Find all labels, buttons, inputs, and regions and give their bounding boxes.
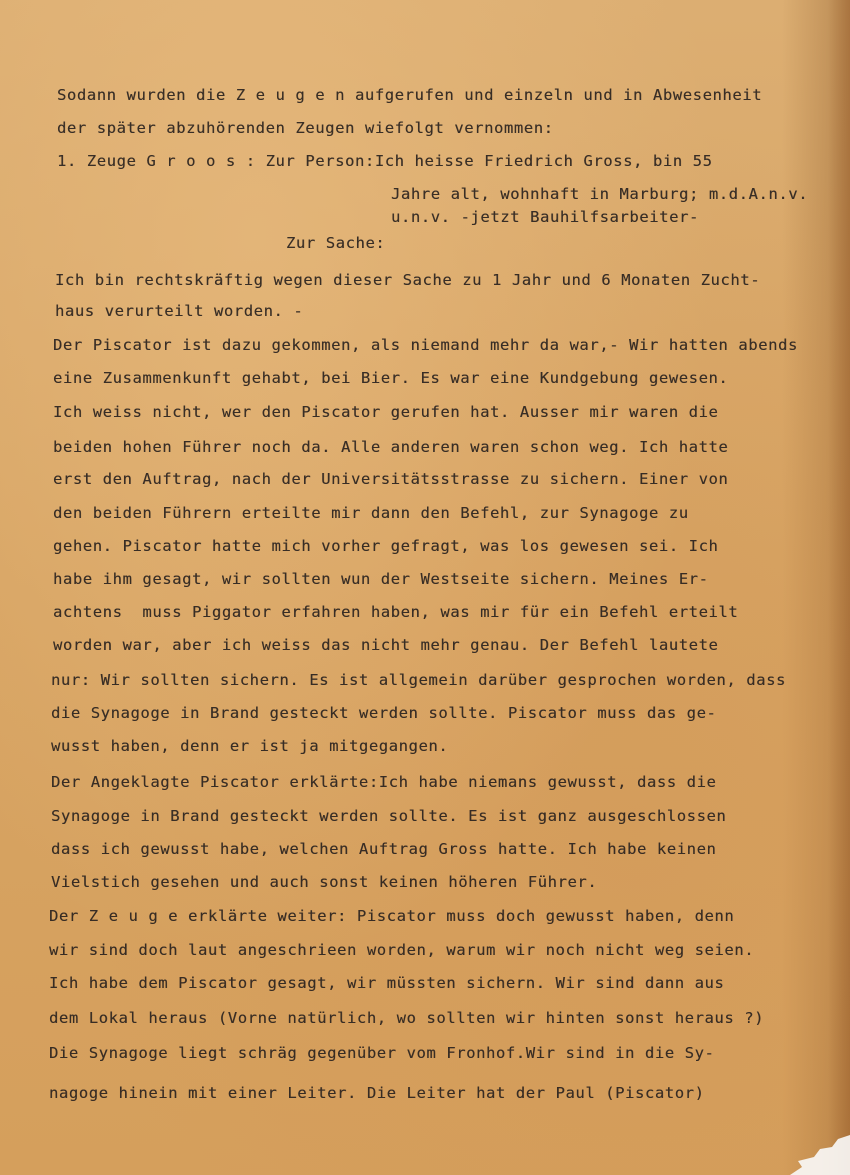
text-line-14: den beiden Führern erteilte mir dann den Befehl, zur Synagoge zu	[53, 504, 689, 522]
text-line-4: Jahre alt, wohnhaft in Marburg; m.d.A.n.v.	[391, 185, 809, 203]
section-heading: Zur Sache:	[286, 234, 386, 252]
text-line-20: die Synagoge in Brand gesteckt werden sollte. Piscator muss das ge-	[51, 704, 717, 722]
text-line-3: 1. Zeuge G r o o s : Zur Person:Ich heisse Friedrich Gross, bin 55	[57, 152, 713, 170]
text-line-24: dass ich gewusst habe, welchen Auftrag Gross hatte. Ich habe keinen	[51, 840, 717, 858]
text-line-30: Die Synagoge liegt schräg gegenüber vom Fronhof.Wir sind in die Sy-	[49, 1044, 715, 1062]
text-line-18: worden war, aber ich weiss das nicht mehr genau. Der Befehl lautete	[53, 636, 719, 654]
text-line-19: nur: Wir sollten sichern. Es ist allgemein darüber gesprochen worden, dass	[51, 671, 786, 689]
text-line-22: Der Angeklagte Piscator erklärte:Ich habe niemans gewusst, dass die	[51, 773, 717, 791]
paper-edge-shadow	[828, 0, 850, 1175]
text-line-17: achtens muss Piggator erfahren haben, was mir für ein Befehl erteilt	[53, 603, 739, 621]
text-line-11: Ich weiss nicht, wer den Piscator gerufen hat. Ausser mir waren die	[53, 403, 719, 421]
text-line-25: Vielstich gesehen und auch sonst keinen höheren Führer.	[51, 873, 598, 891]
text-line-29: dem Lokal heraus (Vorne natürlich, wo sollten wir hinten sonst heraus ?)	[49, 1009, 765, 1027]
text-line-15: gehen. Piscator hatte mich vorher gefragt, was los gewesen sei. Ich	[53, 537, 719, 555]
text-line-21: wusst haben, denn er ist ja mitgegangen.	[51, 737, 449, 755]
text-line-27: wir sind doch laut angeschrieen worden, warum wir noch nicht weg seien.	[49, 941, 755, 959]
text-line-1: Sodann wurden die Z e u g e n aufgerufen und einzeln und in Abwesenheit	[57, 86, 763, 104]
text-line-26: Der Z e u g e erklärte weiter: Piscator muss doch gewusst haben, denn	[49, 907, 735, 925]
text-line-28: Ich habe dem Piscator gesagt, wir müssten sichern. Wir sind dann aus	[49, 974, 725, 992]
text-line-31: nagoge hinein mit einer Leiter. Die Leiter hat der Paul (Piscator)	[49, 1084, 705, 1102]
text-line-16: habe ihm gesagt, wir sollten wun der Westseite sichern. Meines Er-	[53, 570, 709, 588]
text-line-8: haus verurteilt worden. -	[55, 302, 304, 320]
text-line-23: Synagoge in Brand gesteckt werden sollte. Es ist ganz ausgeschlossen	[51, 807, 727, 825]
text-line-9: Der Piscator ist dazu gekommen, als niemand mehr da war,- Wir hatten abends	[53, 336, 798, 354]
text-line-13: erst den Auftrag, nach der Universitätsstrasse zu sichern. Einer von	[53, 470, 729, 488]
text-line-10: eine Zusammenkunft gehabt, bei Bier. Es war eine Kundgebung gewesen.	[53, 369, 729, 387]
text-line-12: beiden hohen Führer noch da. Alle anderen waren schon weg. Ich hatte	[53, 438, 729, 456]
text-line-5: u.n.v. -jetzt Bauhilfsarbeiter-	[391, 208, 699, 226]
torn-corner-graphic	[780, 1135, 850, 1175]
text-line-2: der später abzuhörenden Zeugen wiefolgt vernommen:	[57, 119, 554, 137]
text-line-7: Ich bin rechtskräftig wegen dieser Sache zu 1 Jahr und 6 Monaten Zucht-	[55, 271, 761, 289]
